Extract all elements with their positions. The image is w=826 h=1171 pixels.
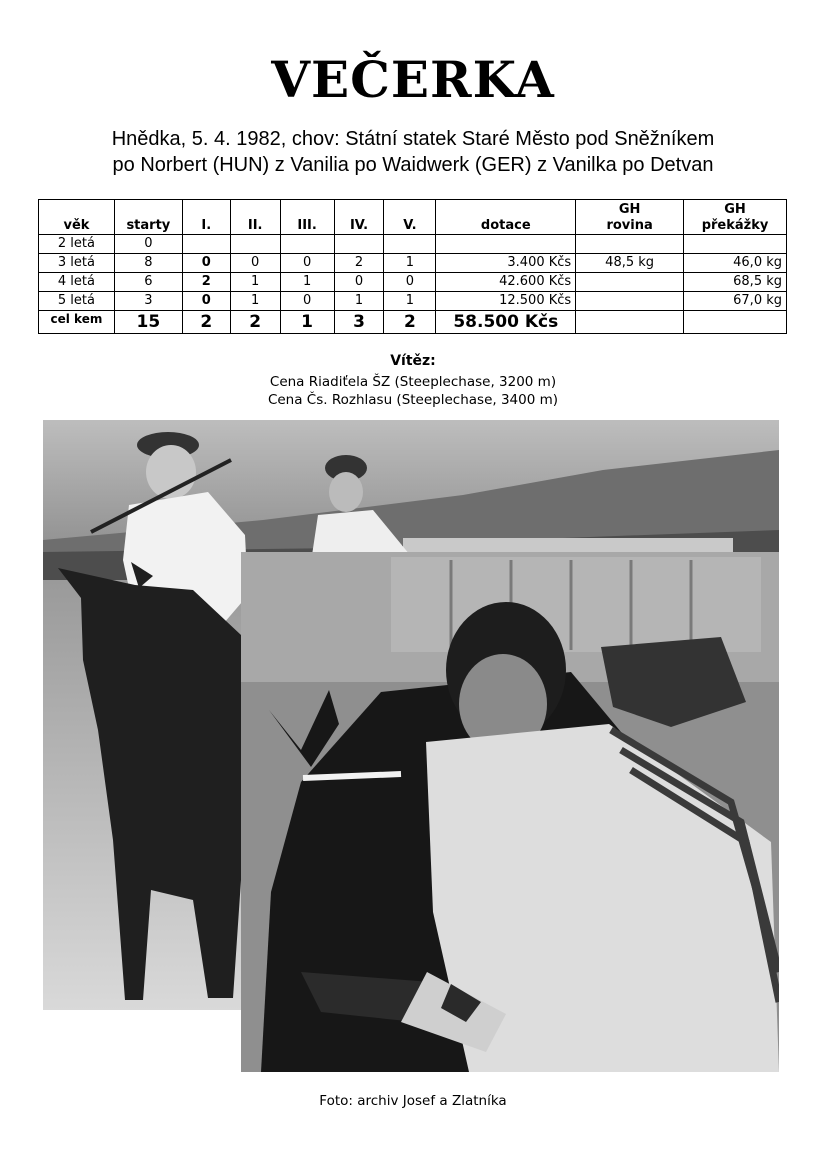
pedigree-line-1: Hnědka, 5. 4. 1982, chov: Státní statek Staré Město pod Sněžníkem (111, 128, 715, 150)
cell-first: 0 (182, 254, 230, 273)
table-header-row (39, 200, 787, 235)
cell-gh-flat (576, 235, 684, 254)
col-first: I. (182, 200, 230, 235)
cell-fifth: 1 (384, 254, 436, 273)
cell-second (230, 235, 280, 254)
cell-gh-hurdle (684, 235, 787, 254)
col-gh-flat-bottom: rovina (606, 218, 653, 233)
cell-total-gh-hurdle (684, 311, 787, 334)
pedigree-line-2: po Norbert (HUN) z Vanilia po Waidwerk (GER) z Vanilka po Detvan (112, 154, 714, 176)
cell-total-starts: 15 (114, 311, 182, 334)
cell-starts: 8 (114, 254, 182, 273)
cell-prize: 42.600 Kčs (436, 273, 576, 292)
col-second: II. (230, 200, 280, 235)
cell-gh-flat (576, 292, 684, 311)
cell-total-fifth: 2 (384, 311, 436, 334)
win-race-2: Cena Čs. Rozhlasu (Steeplechase, 3400 m) (267, 392, 559, 408)
cell-fourth: 0 (334, 273, 384, 292)
cell-total-prize: 58.500 Kčs (436, 311, 576, 334)
cell-fourth: 1 (334, 292, 384, 311)
col-gh-hurdle-bottom: překážky (701, 218, 769, 233)
col-gh-flat (576, 200, 684, 235)
cell-total-third: 1 (280, 311, 334, 334)
cell-third: 0 (280, 254, 334, 273)
cell-age: 5 letá (39, 292, 115, 311)
cell-fourth (334, 235, 384, 254)
cell-total-gh-flat (576, 311, 684, 334)
cell-gh-flat (576, 273, 684, 292)
table-row (39, 254, 787, 273)
cell-third: 1 (280, 273, 334, 292)
cell-starts: 0 (114, 235, 182, 254)
col-prize: dotace (436, 200, 576, 235)
cell-gh-hurdle: 68,5 kg (684, 273, 787, 292)
cell-second: 1 (230, 273, 280, 292)
cell-fourth: 2 (334, 254, 384, 273)
table-row (39, 292, 787, 311)
cell-third (280, 235, 334, 254)
col-gh-flat-top: GH (618, 202, 641, 217)
col-age: věk (39, 200, 115, 235)
col-gh-hurdle (684, 200, 787, 235)
page-title: VEČERKA (271, 50, 555, 109)
cell-prize (436, 235, 576, 254)
cell-gh-hurdle: 46,0 kg (684, 254, 787, 273)
photo-caption: Foto: archiv Josef a Zlatníka (319, 1093, 507, 1109)
groom-with-horse-photo (241, 552, 779, 1072)
cell-total-label: cel kem (39, 311, 115, 334)
table-row (39, 235, 787, 254)
col-gh-hurdle-top: GH (724, 202, 746, 217)
col-fifth: V. (384, 200, 436, 235)
cell-gh-flat: 48,5 kg (576, 254, 684, 273)
cell-second: 1 (230, 292, 280, 311)
cell-age: 4 letá (39, 273, 115, 292)
cell-gh-hurdle: 67,0 kg (684, 292, 787, 311)
cell-starts: 3 (114, 292, 182, 311)
cell-third: 0 (280, 292, 334, 311)
cell-first (182, 235, 230, 254)
race-stats-table (38, 199, 787, 334)
cell-second: 0 (230, 254, 280, 273)
cell-prize: 3.400 Kčs (436, 254, 576, 273)
win-race-1: Cena Riadiťela ŠZ (Steeplechase, 3200 m) (269, 374, 557, 390)
wins-heading: Vítěz: (390, 353, 436, 369)
cell-total-second: 2 (230, 311, 280, 334)
cell-age: 3 letá (39, 254, 115, 273)
table-total-row (39, 311, 787, 334)
cell-first: 2 (182, 273, 230, 292)
col-fourth: IV. (334, 200, 384, 235)
col-third: III. (280, 200, 334, 235)
cell-fifth (384, 235, 436, 254)
cell-fifth: 0 (384, 273, 436, 292)
cell-total-fourth: 3 (334, 311, 384, 334)
cell-total-first: 2 (182, 311, 230, 334)
cell-fifth: 1 (384, 292, 436, 311)
cell-prize: 12.500 Kčs (436, 292, 576, 311)
table-row (39, 273, 787, 292)
cell-first: 0 (182, 292, 230, 311)
col-starts: starty (114, 200, 182, 235)
cell-age: 2 letá (39, 235, 115, 254)
cell-starts: 6 (114, 273, 182, 292)
